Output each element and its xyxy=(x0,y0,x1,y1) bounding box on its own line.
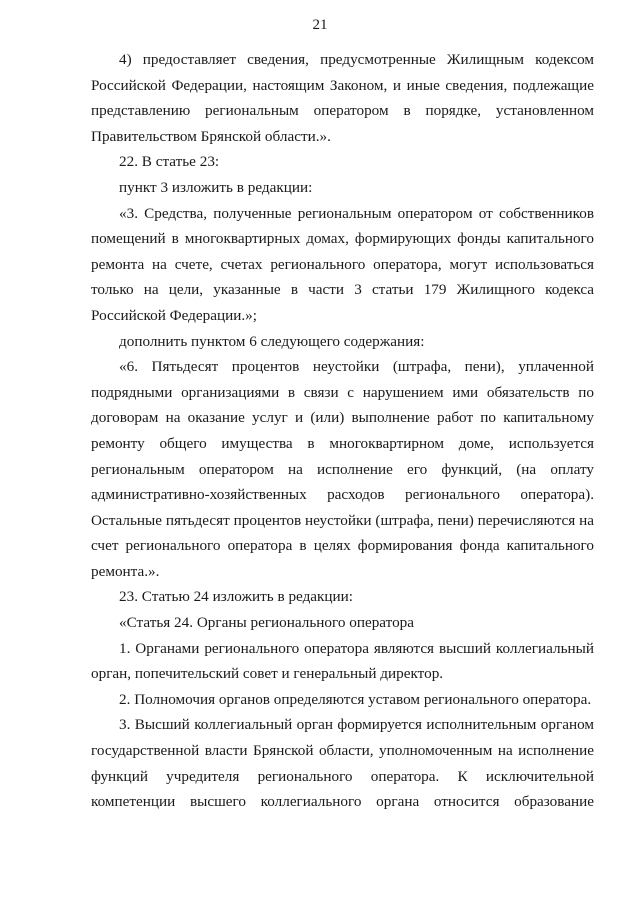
paragraph xyxy=(91,712,594,814)
text-line: 22. В статье 23: xyxy=(119,153,220,171)
text-line: 4) предоставляет сведения, предусмотренные Жилищным кодексом xyxy=(119,51,594,68)
text-line: ремонта.». xyxy=(91,562,160,580)
text-line: функций учредителя регионального оператора. К исключительной xyxy=(91,767,594,785)
text-line: Остальные пятьдесят процентов неустойки (штрафа, пени) перечисляются на xyxy=(91,511,594,529)
text-line: административно-хозяйственных расходов регионального оператора). xyxy=(91,486,594,504)
paragraph xyxy=(91,329,594,355)
text-line: 23. Статью 24 изложить в редакции: xyxy=(119,588,354,606)
document-body xyxy=(91,47,594,815)
text-line: пункт 3 изложить в редакции: xyxy=(119,178,313,196)
text-line: помещений в многоквартирных домах, формирующих фонды капитального xyxy=(91,230,594,248)
text-line: ремонту общего имущества в многоквартирном доме, используется xyxy=(91,434,594,452)
text-line: ремонта на счете, счетах регионального оператора, могут использоваться xyxy=(91,255,594,273)
text-line: дополнить пунктом 6 следующего содержания: xyxy=(119,332,425,350)
text-line: орган, попечительский совет и генеральный директор. xyxy=(91,665,444,683)
text-line: Российской Федерации.»; xyxy=(91,306,257,324)
paragraph xyxy=(91,149,594,175)
paragraph xyxy=(91,636,594,687)
text-line: «6. Пятьдесят процентов неустойки (штрафа, пени), уплаченной xyxy=(119,358,594,376)
page-number: 21 xyxy=(312,17,328,33)
text-line: подрядными организациями в связи с нарушением ими обязательств по xyxy=(91,383,594,401)
paragraph xyxy=(91,175,594,201)
text-line: только на цели, указанные в части 3 статьи 179 Жилищного кодекса xyxy=(91,281,594,299)
text-line: 2. Полномочия органов определяются уставом регионального оператора. xyxy=(119,690,592,708)
text-line: Правительством Брянской области.». xyxy=(91,127,331,145)
paragraph xyxy=(91,201,594,329)
paragraph xyxy=(91,47,594,149)
text-line: представлению региональным оператором в порядке, установленном xyxy=(91,102,594,120)
text-line: компетенции высшего коллегиального органа относится образование xyxy=(91,793,594,811)
text-line: Российской Федерации, настоящим Законом, и иные сведения, подлежащие xyxy=(91,76,594,94)
text-line: 1. Органами регионального оператора являются высший коллегиальный xyxy=(119,639,594,657)
text-line: 3. Высший коллегиальный орган формируется исполнительным органом xyxy=(119,716,594,734)
text-line: «Статья 24. Органы регионального оператора xyxy=(119,614,415,632)
paragraph xyxy=(91,354,594,584)
paragraph xyxy=(91,610,594,636)
text-line: региональным оператором на исполнение его функций, (на оплату xyxy=(91,460,594,478)
text-line: договорам на оказание услуг и (или) выполнение работ по капитальному xyxy=(91,409,594,427)
text-line: государственной власти Брянской области, уполномоченным на исполнение xyxy=(91,742,594,760)
text-line: «3. Средства, полученные региональным оператором от собственников xyxy=(119,204,594,222)
paragraph xyxy=(91,584,594,610)
paragraph xyxy=(91,687,594,713)
text-line: счет регионального оператора в целях формирования фонда капитального xyxy=(91,537,594,555)
